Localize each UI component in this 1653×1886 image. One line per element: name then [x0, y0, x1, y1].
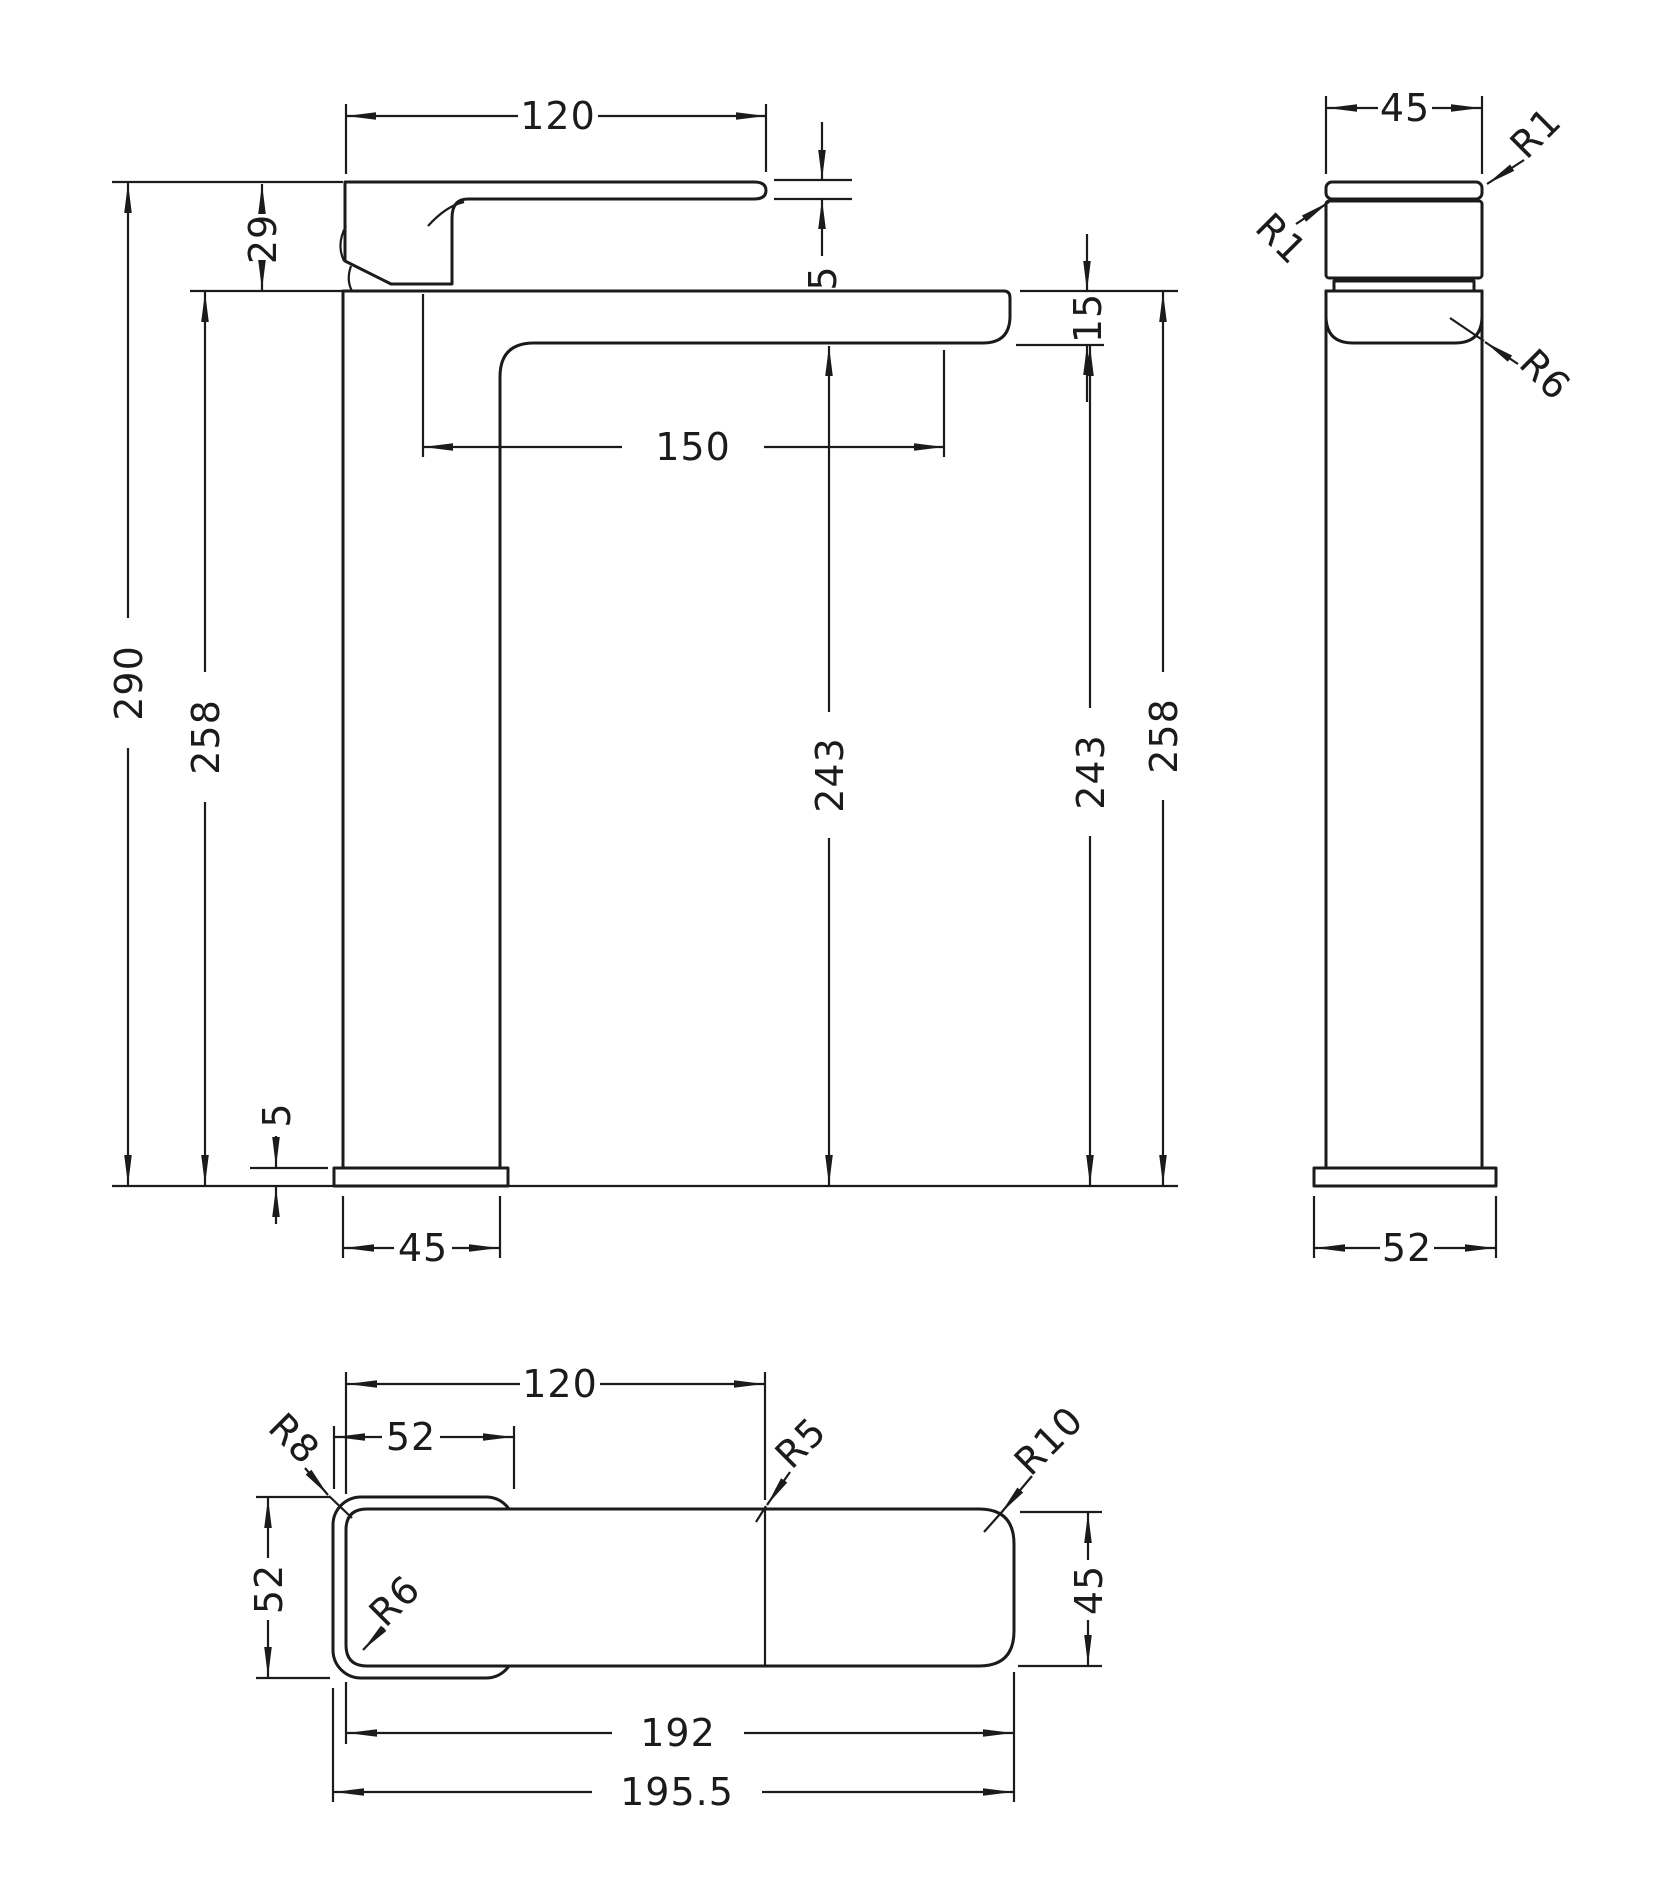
dim-base-thickness: [250, 1102, 328, 1224]
dim-label-plan-handle-length: 120: [522, 1362, 598, 1406]
radius-label-spout-corner: R10: [1005, 1397, 1092, 1484]
plan-view: [247, 1362, 1111, 1814]
radius-label-handle-corner: R6: [360, 1566, 429, 1635]
side-handle-body: [1326, 201, 1482, 278]
front-handle-base-arc: [349, 266, 352, 291]
front-body-outline: [343, 291, 1010, 1168]
dim-spout-thickness: [1016, 234, 1178, 402]
dim-label-under-spout-height-mid: 243: [808, 737, 852, 813]
dim-label-deck-height-right: 258: [1142, 698, 1186, 774]
dim-label-side-base-width: 52: [1381, 1226, 1433, 1270]
dim-label-plan-body-depth: 52: [247, 1563, 291, 1615]
front-base-plate: [334, 1168, 508, 1186]
dim-label-deck-height-left: 258: [184, 699, 228, 775]
dim-label-head-width: 45: [1379, 86, 1431, 130]
radius-label-body-corner: R8: [260, 1404, 329, 1473]
dim-plan-body-depth: [247, 1497, 330, 1678]
dim-handle-length: [346, 94, 766, 174]
side-view: [1247, 86, 1579, 1270]
radius-callout-cap-left: [1247, 202, 1329, 273]
side-base-plate: [1314, 1168, 1496, 1186]
dim-label-spout-reach: 150: [655, 425, 731, 469]
radius-label-spout-bottom: R6: [1511, 340, 1580, 409]
dim-side-base-width: [1314, 1196, 1496, 1270]
dim-under-spout-height-right: [1069, 346, 1113, 1185]
dim-deck-height-right: [1142, 292, 1186, 1185]
radius-callout-junction: [756, 1409, 835, 1522]
dim-label-plan-spout-depth: 45: [1067, 1564, 1111, 1616]
front-handle-outline: [345, 182, 766, 284]
dim-overall-height: [107, 182, 343, 1185]
dim-plan-body-width: [334, 1415, 514, 1489]
dim-label-spout-thickness: 15: [1066, 292, 1110, 344]
dim-label-lever-thickness: 5: [801, 265, 845, 291]
side-spout-bottom-radius: [1326, 316, 1482, 343]
plan-handle-spout-plate: [346, 1509, 1014, 1666]
radius-callout-body-corner: [260, 1405, 352, 1518]
dim-label-plan-length-to-tip: 192: [640, 1711, 716, 1755]
dim-lever-thickness: [774, 122, 852, 291]
dim-label-plan-body-width: 52: [385, 1415, 437, 1459]
front-view: [107, 94, 1186, 1270]
radius-callout-cap-right: [1487, 99, 1570, 184]
radius-label-cap-right: R1: [1501, 98, 1570, 167]
dim-plan-spout-depth: [1018, 1512, 1111, 1666]
dim-head-width: [1326, 86, 1482, 174]
dim-label-handle-length: 120: [520, 94, 596, 138]
dim-column-width: [343, 1196, 500, 1270]
dim-label-plan-overall-length: 195.5: [620, 1770, 734, 1814]
side-lever-cap: [1326, 182, 1482, 199]
radius-label-junction: R5: [766, 1408, 835, 1477]
dim-label-overall-height: 290: [107, 645, 151, 721]
dim-handle-height: [241, 184, 285, 290]
dim-label-under-spout-height-right: 243: [1069, 734, 1113, 810]
dim-label-handle-height: 29: [241, 213, 285, 265]
dim-deck-height-left: [184, 291, 343, 1185]
radius-label-cap-left: R1: [1247, 204, 1316, 273]
radius-callout-spout-bottom: [1450, 318, 1579, 409]
dim-label-column-width: 45: [397, 1226, 449, 1270]
dim-label-base-thickness: 5: [255, 1102, 299, 1128]
dim-under-spout-height-mid: [808, 346, 852, 1185]
